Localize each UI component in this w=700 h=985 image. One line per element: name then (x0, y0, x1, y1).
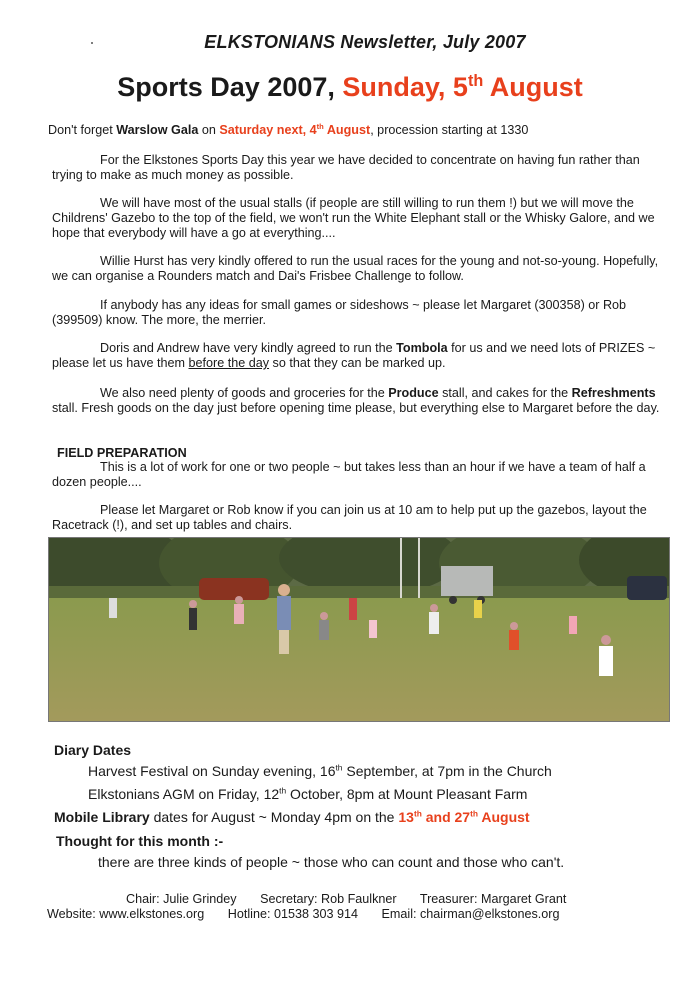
paragraph-stalls: We will have most of the usual stalls (if people are still willing to run them !) but we will move the Childrens' Gazebo to the top of the field, we won't run the White Elephant stall or the Whisky Galore, and we hope that everybody will have a go at everything.... (52, 196, 655, 240)
headline (0, 72, 700, 103)
hotline: Hotline: 01538 303 914 (227, 907, 359, 921)
paragraph-field-help: Please let Margaret or Rob know if you can join us at 10 am to help put up the gazebos, layout the Racetrack (!), and set up tables and chairs. (52, 503, 647, 532)
contact-line (47, 907, 580, 921)
thought-text: there are three kinds of people ~ those who can count and those who can't. (98, 854, 565, 870)
thought-heading: Thought for this month :- (56, 833, 224, 849)
secretary: Secretary: Rob Faulkner (260, 892, 397, 906)
paragraph-tombola: Doris and Andrew have very kindly agreed to run the Tombola for us and we need lots of PRIZES ~ please let us have them before the day so that they can be marked up. (52, 341, 656, 370)
email: Email: chairman@elkstones.org (381, 907, 560, 921)
website: Website: www.elkstones.org (47, 907, 205, 921)
headline-title: Sports Day 2007, (117, 72, 335, 102)
mobile-library-dates: Mobile Library dates for August ~ Monday 4pm on the 13th and 27th August (54, 808, 530, 825)
masthead: ELKSTONIANS Newsletter, July 2007 (204, 32, 526, 52)
paragraph-produce: We also need plenty of goods and groceries for the Produce stall, and cakes for the Refreshments stall. Fresh goods on the day just before opening time please, but everything else to Margaret before the day. (52, 386, 660, 415)
field-preparation-heading: FIELD PREPARATION (57, 446, 187, 460)
headline-date: Sunday, 5th August (342, 72, 583, 102)
gala-notice: Don't forget Warslow Gala on Saturday next, 4th August, procession starting at 1330 (48, 121, 529, 137)
diary-dates-heading: Diary Dates (54, 742, 132, 758)
paragraph-field-work: This is a lot of work for one or two people ~ but takes less than an hour if we have a team of half a dozen people.... (52, 460, 646, 489)
diary-agm: Elkstonians AGM on Friday, 12th October, 8pm at Mount Pleasant Farm (88, 785, 528, 802)
chair: Chair: Julie Grindey (126, 892, 237, 906)
diary-harvest-festival: Harvest Festival on Sunday evening, 16th September, at 7pm in the Church (88, 762, 552, 779)
sports-field-illustration (49, 538, 669, 721)
paragraph-ideas: If anybody has any ideas for small games or sideshows ~ please let Margaret (300358) or Rob (399509) know. The more, the merrier. (52, 298, 627, 327)
sports-field-photo (48, 537, 670, 722)
paragraph-races: Willie Hurst has very kindly offered to run the usual races for the young and not-so-young. Hopefully, we can organise a Rounders match and Dai's Frisbee Challenge to follow. (52, 254, 659, 283)
treasurer: Treasurer: Margaret Grant (419, 892, 567, 906)
committee-line (126, 892, 586, 906)
paragraph-fun: For the Elkstones Sports Day this year we have decided to concentrate on having fun rather than trying to make as much money as possible. (52, 153, 640, 182)
